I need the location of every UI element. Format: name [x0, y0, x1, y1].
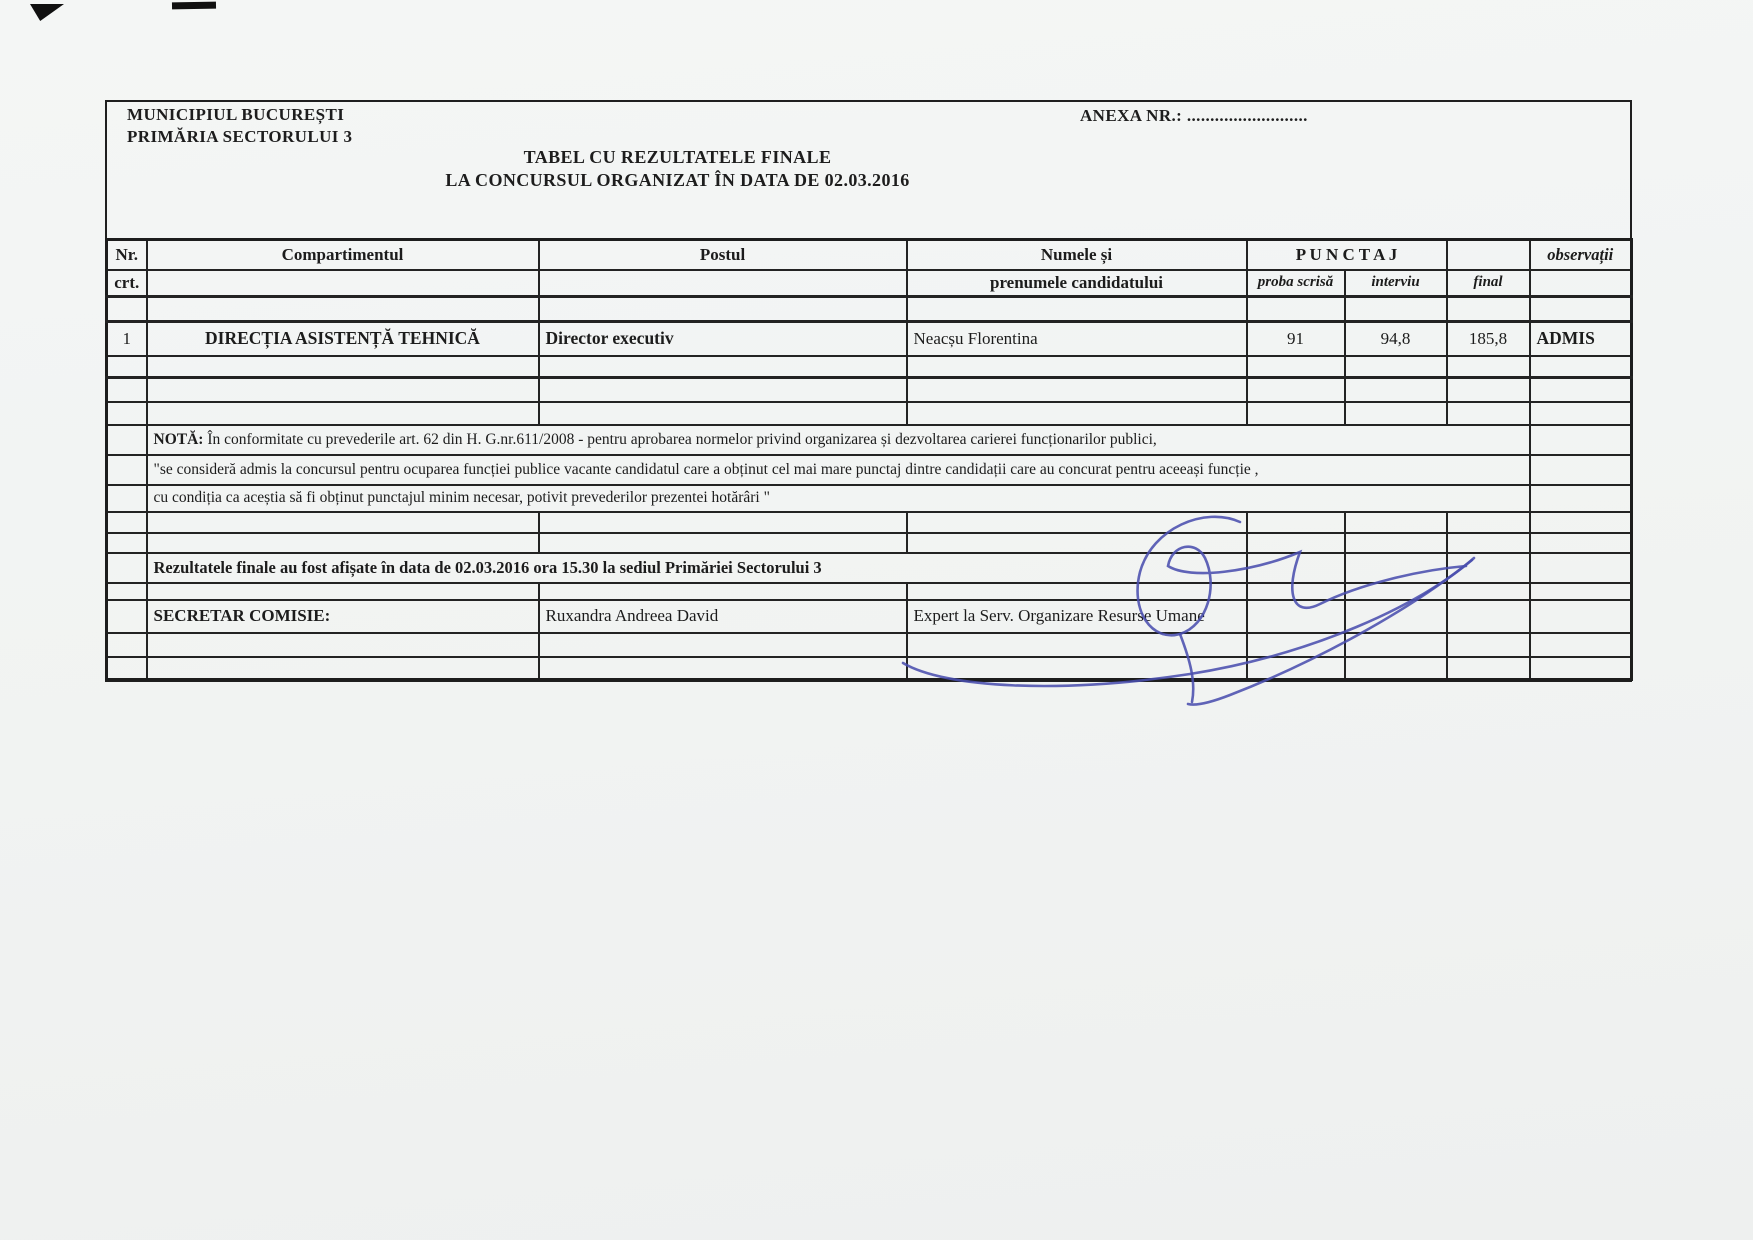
nota-line3: cu condiția ca aceștia să fi obținut punctajul minim necesar, potivit prevederilor prezentei hotărâri " [147, 485, 1530, 512]
col-header-crt: crt. [107, 270, 147, 297]
col-header-numele-2: prenumele candidatului [907, 270, 1247, 297]
title-line1: TABEL CU REZULTATELE FINALE [523, 147, 832, 167]
col-header-nr: Nr. [107, 240, 147, 270]
header-row-1 [107, 240, 1632, 270]
cell-final: 185,8 [1447, 322, 1530, 356]
cell-observatii: ADMIS [1530, 322, 1632, 356]
results-posted-row [107, 553, 1632, 583]
org-name: MUNICIPIUL BUCUREȘTI [127, 105, 345, 124]
col-header-observatii: observații [1530, 240, 1632, 270]
header-empty-cell [1447, 240, 1530, 270]
nota-label: NOTĂ: [153, 430, 204, 448]
cell-nume: Neacșu Florentina [907, 322, 1247, 356]
cell-post: Director executiv [539, 322, 907, 356]
empty-row [107, 378, 1632, 402]
secretary-label: SECRETAR COMISIE: [147, 600, 539, 633]
title-line2: LA CONCURSUL ORGANIZAT ÎN DATA DE 02.03.2016 [445, 170, 910, 190]
anexa-number: ANEXA NR.: .......................... [1080, 106, 1308, 125]
empty-row [107, 657, 1632, 680]
empty-row [107, 402, 1632, 425]
issuing-authority [127, 104, 352, 148]
empty-row [107, 583, 1632, 600]
scan-artifact-corner-mark [30, 4, 64, 21]
col-header-numele-1: Numele și [907, 240, 1247, 270]
col-header-postul: Postul [539, 240, 907, 270]
empty-row [107, 533, 1632, 553]
cell-proba-scrisa: 91 [1247, 322, 1345, 356]
org-department: PRIMĂRIA SECTORULUI 3 [127, 127, 353, 146]
result-row-1 [107, 322, 1632, 356]
empty-row [107, 297, 1632, 322]
nota-row-1 [107, 425, 1632, 455]
empty-row [107, 512, 1632, 533]
header-row-2 [107, 270, 1632, 297]
results-table [105, 238, 1633, 681]
nota-line1: NOTĂ: În conformitate cu prevederile art. 62 din H. G.nr.611/2008 - pentru aprobarea normelor privind organizarea și dezvoltarea carierei funcționarilor publici, [147, 425, 1530, 455]
nota-line2: "se consideră admis la concursul pentru ocuparea funcției publice vacante candidatul care a obținut cel mai mare punctaj dintre candidații care au concurat pentru aceeași funcție , [147, 455, 1530, 485]
nota-row-3 [107, 485, 1632, 512]
secretary-row [107, 600, 1632, 633]
col-header-compartimentul: Compartimentul [147, 240, 539, 270]
scan-artifact-top-bar [172, 2, 216, 10]
cell-interviu: 94,8 [1345, 322, 1447, 356]
col-header-interviu: interviu [1345, 270, 1447, 297]
secretary-name: Ruxandra Andreea David [539, 600, 907, 633]
cell-nr: 1 [107, 322, 147, 356]
document-title [105, 146, 1250, 192]
nota-row-2 [107, 455, 1632, 485]
empty-row [107, 356, 1632, 378]
col-header-proba-scrisa: proba scrisă [1247, 270, 1345, 297]
empty-row [107, 633, 1632, 657]
col-header-final: final [1447, 270, 1530, 297]
col-header-punctaj: P U N C T A J [1247, 240, 1447, 270]
secretary-role: Expert la Serv. Organizare Resurse Umane [907, 600, 1247, 633]
cell-compartiment: DIRECȚIA ASISTENȚĂ TEHNICĂ [147, 322, 539, 356]
results-posted-line: Rezultatele finale au fost afișate în data de 02.03.2016 ora 15.30 la sediul Primăriei Sectorului 3 [147, 553, 1247, 583]
